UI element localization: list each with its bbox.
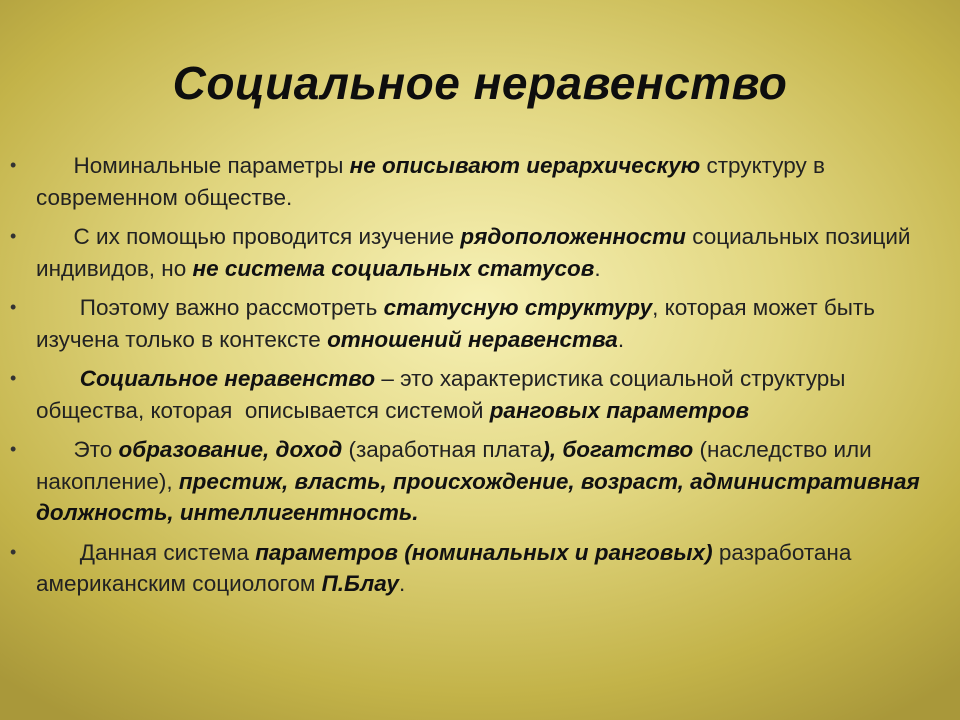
emphasis-text: не система социальных статусов — [192, 255, 595, 281]
body-text: (наследство или накопление), — [36, 437, 878, 494]
body-text: С их помощью проводится изучение — [36, 224, 461, 249]
emphasis-text: параметров (номинальных и ранговых) — [255, 539, 713, 565]
body-text: . — [594, 255, 601, 281]
bullet-item — [0, 537, 960, 600]
bullet-item — [0, 434, 960, 529]
bullet-item — [0, 150, 960, 213]
bullet-text — [36, 153, 831, 210]
bullet-text — [36, 540, 858, 597]
bullet-dot: • — [10, 297, 17, 317]
bullet-item — [0, 221, 960, 284]
body-text: разработана американским социологом — [36, 539, 858, 596]
emphasis-text: образование, доход — [118, 437, 343, 462]
emphasis-text: статусную структуру — [383, 295, 653, 320]
emphasis-text: Социальное неравенство — [79, 366, 376, 391]
bullet-dot: • — [10, 439, 17, 459]
body-text: . — [617, 326, 625, 352]
bullet-text — [36, 224, 917, 281]
emphasis-text: П.Блау — [321, 571, 399, 596]
bullet-dot: • — [10, 155, 17, 175]
body-text: Это — [36, 437, 119, 462]
body-text: (заработная плата — [342, 437, 543, 462]
body-text: Данная система — [36, 539, 256, 565]
body-text: структуру в современном обществе. — [36, 153, 832, 210]
body-text: Поэтому важно рассмотреть — [36, 295, 384, 320]
body-text: социальных позиций индивидов, но — [36, 224, 917, 281]
body-text — [36, 366, 80, 391]
slide-title: Социальное неравенство — [172, 57, 788, 109]
bullet-list — [0, 150, 960, 608]
bullet-text — [36, 295, 881, 352]
emphasis-text: ранговых параметров — [489, 397, 750, 423]
emphasis-text: отношений неравенства — [327, 326, 618, 352]
emphasis-text: не описывают иерархическую — [349, 153, 701, 178]
bullet-text — [36, 437, 926, 525]
bullet-dot: • — [10, 368, 17, 388]
emphasis-text: престиж, власть, происхождение, возраст, административная должность, интеллигентность. — [36, 468, 927, 525]
body-text: Номинальные параметры — [36, 153, 350, 178]
body-text: – это характеристика социальной структуры общества, которая описывается системой — [36, 366, 852, 423]
bullet-dot: • — [10, 226, 17, 246]
body-text: . — [398, 571, 406, 596]
bullet-item — [0, 363, 960, 426]
bullet-text — [36, 366, 852, 423]
bullet-dot: • — [10, 541, 17, 562]
emphasis-text: рядоположенности — [460, 224, 686, 249]
body-text: , которая может быть изучена только в контексте — [36, 295, 882, 352]
bullet-item — [0, 292, 960, 355]
emphasis-text: ), богатство — [542, 437, 694, 462]
